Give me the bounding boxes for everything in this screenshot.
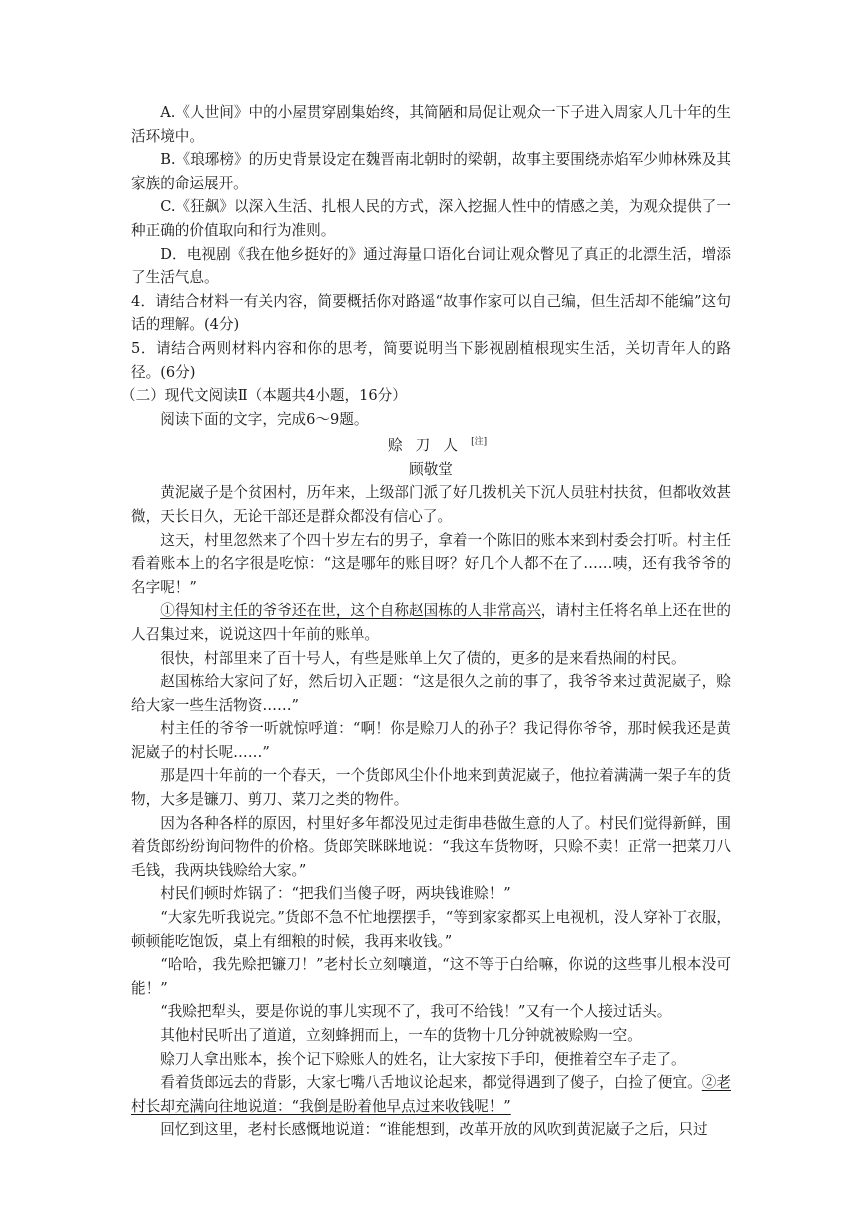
story-title <box>131 431 731 457</box>
story-paragraph: 回忆到这里，老村长感慨地说道：“谁能想到，改革开放的风吹到黄泥崴子之后，只过 <box>160 1121 708 1139</box>
story-paragraph <box>131 599 731 646</box>
story-paragraph: 其他村民听出了道道，立刻蜂拥而上，一车的货物十几分钟就被赊购一空。 <box>160 1027 642 1045</box>
question-4: 4．请结合材料一有关内容，简要概括你对路遥“故事作家可以自己编，但生活却不能编”这句话的理解。(4分) <box>131 292 731 334</box>
document-page <box>121 101 731 1142</box>
story-paragraph: “哈哈，我先赊把镰刀！”老村长立刻嚷道，“这不等于白给嘛，你说的这些事儿根本没可能！” <box>131 956 731 997</box>
reading-instruction: 阅读下面的文字，完成6～9题。 <box>160 410 369 428</box>
story-paragraph <box>131 1071 731 1118</box>
story-paragraph: 黄泥崴子是个贫困村，历年来，上级部门派了好几拨机关下沉人员驻村扶贫，但都收效甚微，天长日久，无论干部还是群众都没有信心了。 <box>131 484 731 525</box>
story-text: 看着货郎远去的背影，大家七嘴八舌地议论起来，都觉得遇到了傻子，白捡了便宜。 <box>160 1074 702 1092</box>
question-5: 5．请结合两则材料内容和你的思考，简要说明当下影视剧植根现实生活，关切青年人的路径。(6分) <box>131 339 731 381</box>
story-author: 顾敬堂 <box>409 460 453 478</box>
story-paragraph: 那是四十年前的一个春天，一个货郎风尘仆仆地来到黄泥崴子，他拉着满满一架子车的货物，大多是镰刀、剪刀、菜刀之类的物件。 <box>131 767 731 809</box>
story-paragraph: 因为各种各样的原因，村里好多年都没见过走街串巷做生意的人了。村民们觉得新鲜，围着货郎纷纷询问物件的价格。货郎笑眯眯地说：“我这车货物呀，只赊不卖！正常一把菜刀八毛钱，我两块钱赊给大家。” <box>131 814 731 879</box>
footnote-marker: [注] <box>471 437 488 448</box>
story-paragraph: 这天，村里忽然来了个四十岁左右的男子，拿着一个陈旧的账本来到村委会打听。村主任看着账本上的名字很是吃惊：“这是哪年的账目呀？好几个人都不在了……咦，还有我爷爷的名字呢！” <box>131 531 731 596</box>
option-b: B.《琅琊榜》的历史背景设定在魏晋南北朝时的梁朝，故事主要围绕赤焰军少帅林殊及其家族的命运展开。 <box>131 151 731 192</box>
section-heading: （二）现代文阅读Ⅱ（本题共4小题，16分） <box>121 387 407 405</box>
option-a: A.《人世间》中的小屋贯穿剧集始终，其简陋和局促让观众一下子进入周家人几十年的生活环境中。 <box>131 104 731 145</box>
underlined-sentence-1: ①得知村主任的爷爷还在世，这个自称赵国栋的人非常高兴 <box>160 602 541 620</box>
story-title-text: 赊刀人 <box>387 437 472 455</box>
story-paragraph: 村民们顿时炸锅了：“把我们当傻子呀，两块钱谁赊！” <box>160 885 511 903</box>
story-paragraph: 村主任的爷爷一听就惊呼道：“啊！你是赊刀人的孙子？我记得你爷爷，那时候我还是黄泥崴子的村长呢……” <box>131 720 731 761</box>
option-c: C.《狂飙》以深入生活、扎根人民的方式，深入挖掘人性中的情感之美，为观众提供了一种正确的价值取向和行为准则。 <box>131 198 731 239</box>
story-paragraph: 赵国栋给大家问了好，然后切入正题：“这是很久之前的事了，我爷爷来过黄泥崴子，赊给大家一些生活物资……” <box>131 673 731 714</box>
story-paragraph: 赊刀人拿出账本，挨个记下赊账人的姓名，让大家按下手印，便推着空车子走了。 <box>160 1050 686 1068</box>
story-text: ，请村主任将名单上还在世的人召集过来，说说这四十年前的账单。 <box>131 602 731 643</box>
story-paragraph: “我赊把犁头，要是你说的事儿实现不了，我可不给钱！”又有一个人接过话头。 <box>160 1003 672 1021</box>
story-paragraph: “大家先听我说完。”货郎不急不忙地摆摆手，“等到家家都买上电视机，没人穿补丁衣服，顿顿能吃饱饭，桌上有细粮的时候，我再来收钱。” <box>131 909 731 950</box>
option-d: D．电视剧《我在他乡挺好的》通过海量口语化台词让观众瞥见了真正的北漂生活，增添了生活气息。 <box>131 245 731 287</box>
underlined-sentence-2: ②老村长却充满向往地说道：“我倒是盼着他早点过来收钱呢！” <box>131 1074 731 1115</box>
story-paragraph: 很快，村部里来了百十号人，有些是账单上欠了债的，更多的是来看热闹的村民。 <box>160 649 686 667</box>
